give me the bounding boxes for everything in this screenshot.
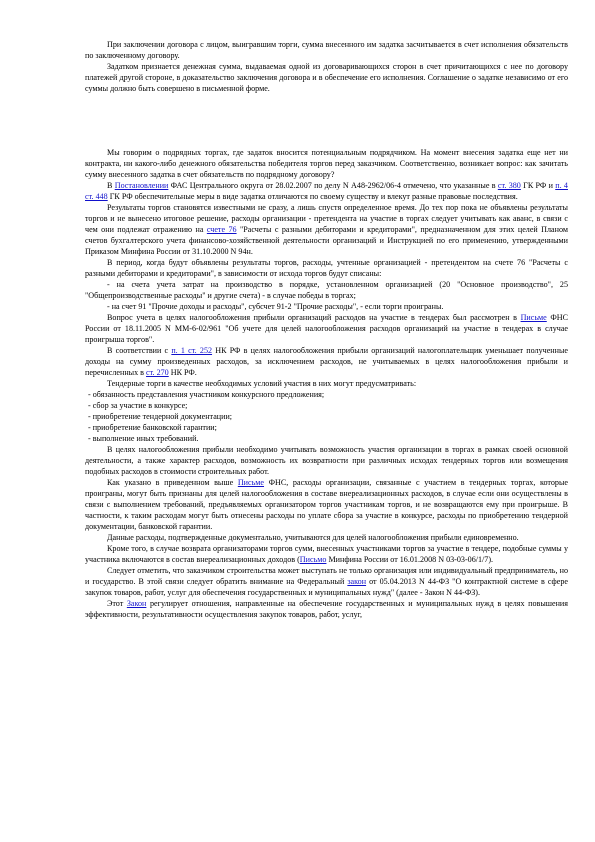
paragraph: Мы говорим о подрядных торгах, где задаток вносится потенциальным подрядчиком. На момент внесения задатка еще нет ни контракта, ни какого-либо денежного обязательства победителя торгов перед заказчиком. Соответственно, возникает вопрос: как зачитать сумму внесенного задатка в счет обязательств по подрядному договору? [85,148,568,179]
paragraph: Данные расходы, подтвержденные документально, учитываются для целей налогообложения прибыли единовременно. [107,533,519,542]
paragraph: Этот Закон регулирует отношения, направленные на обеспечение государственных и муниципальных нужд в целях повышения эффективности, результативности осуществления закупок товаров, работ, услуг, [85,599,568,619]
list-item: - сбор за участие в конкурсе; [88,401,188,410]
link-p4-st-448[interactable]: п. 4 ст. 448 [85,181,568,201]
link-zakon[interactable]: Закон [126,599,147,608]
link-p1-st-252[interactable]: п. 1 ст. 252 [171,346,213,355]
paragraph: Тендерные торги в качестве необходимых условий участия в них могут предусматривать: [107,379,417,388]
link-pismo-fns[interactable]: Письме [520,313,547,322]
text-block-top [85,39,568,94]
link-zakon-44fz[interactable]: закон [347,577,367,586]
paragraph: В период, когда будут объявлены результаты торгов, расходы, учтенные организацией - претендентом на счете 76 "Расчеты с разными дебиторами и кредиторами", в зависимости от исхода торгов будут списаны: [85,258,568,278]
paragraph: Кроме того, в случае возврата организаторами торгов сумм, внесенных участниками торгов за участие в тендере, подобные суммы у участника включаются в состав внереализационных доходов (Письмо Минфина России от 16.01.2008 N 03-03-06/1/7). [85,544,568,564]
paragraph: Как указано в приведенном выше Письме ФНС, расходы организации, связанные с участием в тендерных торгах, которые проиграны, могут быть признаны для целей налогообложения в составе внереализационных расходов, в случае если они осуществлены в связи с выполнением требований, предъявляемых организатором торгов участникам торгов, и не возвращаются ему при проигрыше. В частности, к таким расходам могут быть отнесены расходы по уплате сбора за участие в конкурсе, расходы по приобретению тендерной документации, банковской гарантии. [85,478,568,531]
list-item: - на счета учета затрат на производство в порядке, установленном организацией (20 "Основное производство", 25 "Общепроизводственные расходы" и другие счета) - в случае победы в торгах; [85,280,568,300]
link-postanovlenie[interactable]: Постановлении [114,181,169,190]
paragraph: В Постановлении ФАС Центрального округа от 28.02.2007 по делу N А48-2962/06-4 отмечено, что указанные в ст. 380 ГК РФ и п. 4 ст. 448 ГК РФ обеспечительные меры в виде задатка отличаются по своему существу и влекут разные правовые последствия. [85,181,568,201]
link-pismo-minfin[interactable]: Письмо [299,555,327,564]
list-item: - приобретение тендерной документации; [88,412,233,421]
paragraph: При заключении договора с лицом, выигравшим торги, сумма внесенного им задатка засчитывается в счет исполнения обязательств по заключенному договору. [85,40,568,60]
paragraph: В целях налогообложения прибыли необходимо учитывать возможность участия организации в торгах в рамках своей основной деятельности, а также характер расходов, возможность их возвратности при различных исходах тендерных торгов или возмещения подобных расходов в стоимости строительных работ. [85,445,568,476]
paragraph: Результаты торгов становятся известными не сразу, а лишь спустя определенное время. До тех пор пока не объявлены результаты торгов и не вынесено итоговое решение, расходы организации - претендента на участие в торгах следует учитывать как аванс, в связи с чем они подлежат отражению на счете 76 "Расчеты с разными дебиторами и кредиторами", предназначенном для этих целей Планом счетов бухгалтерского учета финансово-хозяйственной деятельности организаций и Инструкцией по его применению, утвержденными Приказом Минфина России от 31.10.2000 N 94н. [85,203,568,256]
list-item: - обязанность представления участником конкурсного предложения; [88,390,325,399]
paragraph: Вопрос учета в целях налогообложения прибыли организаций расходов на участие в тендерах был рассмотрен в Письме ФНС России от 18.11.2005 N ММ-6-02/961 "Об учете для целей налогообложения расходов организаций на участие в тендерах в случае проигрыша торгов". [85,313,568,344]
list-item: - приобретение банковской гарантии; [88,423,217,432]
paragraph: Следует отметить, что заказчиком строительства может выступать не только организация или индивидуальный предприниматель, но и государство. В этой связи следует обратить внимание на Федеральный закон от 05.04.2013 N 44-ФЗ "О контрактной системе в сфере закупок товаров, работ, услуг для обеспечения государственных и муниципальных нужд" (далее - Закон N 44-ФЗ). [85,566,568,597]
link-st-270[interactable]: ст. 270 [146,368,169,377]
list-item: - на счет 91 "Прочие доходы и расходы", субсчет 91-2 "Прочие расходы", - если торги проиграны. [107,302,444,311]
link-schet-76[interactable]: счете 76 [206,225,237,234]
paragraph: Задатком признается денежная сумма, выдаваемая одной из договаривающихся сторон в счет причитающихся с нее по договору платежей другой стороне, в доказательство заключения договора и в обеспечение его исполнения. Соглашение о задатке независимо от его суммы должно быть совершено в письменной форме. [85,62,568,93]
text-block-main [85,147,568,620]
list-item: - выполнение иных требований. [88,434,199,443]
paragraph: В соответствии с п. 1 ст. 252 НК РФ в целях налогообложения прибыли организаций налогоплательщик уменьшает полученные доходы на сумму произведенных расходов, за исключением расходов, не учитываемых в целях налогообложения прибыли и перечисленных в ст. 270 НК РФ. [85,346,568,377]
link-pismo-fns-2[interactable]: Письме [237,478,265,487]
link-st-380[interactable]: ст. 380 [497,181,521,190]
